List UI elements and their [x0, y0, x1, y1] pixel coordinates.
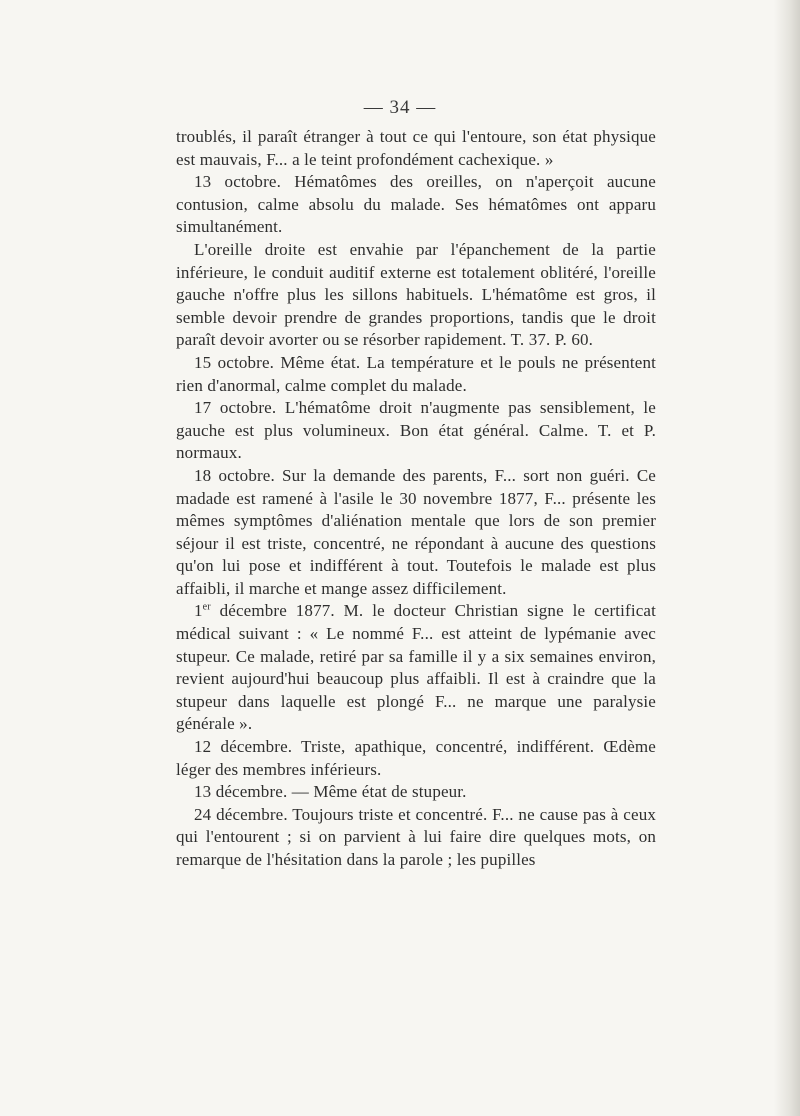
paragraph-1er-decembre	[176, 600, 656, 736]
paragraph-12-decembre: 12 décembre. Triste, apathique, concentré, indifférent. Œdème léger des membres inférieurs.	[176, 737, 656, 779]
paragraph-18-octobre: 18 octobre. Sur la demande des parents, F... sort non guéri. Ce madade est ramené à l'asile le 30 novembre 1877, F... présente les mêmes symptômes d'aliénation mentale que lors de son premier séjour il est triste, concentré, ne répondant à aucune des questions qu'on lui pose et indifférent à tout. Toutefois le malade est plus affaibli, il marche et mange assez difficilement.	[176, 465, 656, 598]
paragraph-continuation: troublés, il paraît étranger à tout ce qui l'entoure, son état physique est mauvais, F... a le teint profondément cachexique. »	[176, 127, 656, 169]
paragraph-oreille-droite: L'oreille droite est envahie par l'épanchement de la partie inférieure, le conduit auditif externe est totalement oblitéré, l'oreille gauche n'offre plus les sillons habituels. L'hématôme est gros, il semble devoir prendre de grandes proportions, tandis que le droit paraît devoir avorter ou se résorber rapidement. T. 37. P. 60.	[176, 239, 656, 350]
paragraph-15-octobre: 15 octobre. Même état. La température et le pouls ne présentent rien d'anormal, calme complet du malade.	[176, 352, 656, 395]
date-day: 1	[194, 601, 203, 621]
date-ordinal: er	[202, 601, 211, 613]
page-edge-shadow	[774, 0, 800, 1116]
paragraph-13-octobre: 13 octobre. Hématômes des oreilles, on n'aperçoit aucune contusion, calme absolu du malade. Ses hématômes ont apparu simultanément.	[176, 172, 656, 237]
paragraph-17-octobre: 17 octobre. L'hématôme droit n'augmente pas sensiblement, le gauche est plus volumineux. Bon état général. Calme. T. et P. normaux.	[176, 398, 656, 463]
paragraph-24-decembre: 24 décembre. Toujours triste et concentré. F... ne cause pas à ceux qui l'entourent ; si on parvient à lui faire dire quelques mots, on remarque de l'hésitation dans la parole ; les pupilles	[176, 804, 656, 869]
page-number: — 34 —	[363, 97, 437, 118]
paragraph-1er-decembre-text: décembre 1877. M. le docteur Christian signe le certificat médical suivant : « Le nommé F... est atteint de lypémanie avec stupeur. Ce malade, retiré par sa famille il y a six semaines environ, revient aujourd'hui beaucoup plus affaibli. Il est à craindre que la stupeur dans laquelle est plongé F... ne marque une paralysie générale ».	[176, 601, 656, 734]
paragraph-13-decembre: 13 décembre. — Même état de stupeur.	[194, 782, 467, 802]
body-text	[176, 126, 656, 872]
